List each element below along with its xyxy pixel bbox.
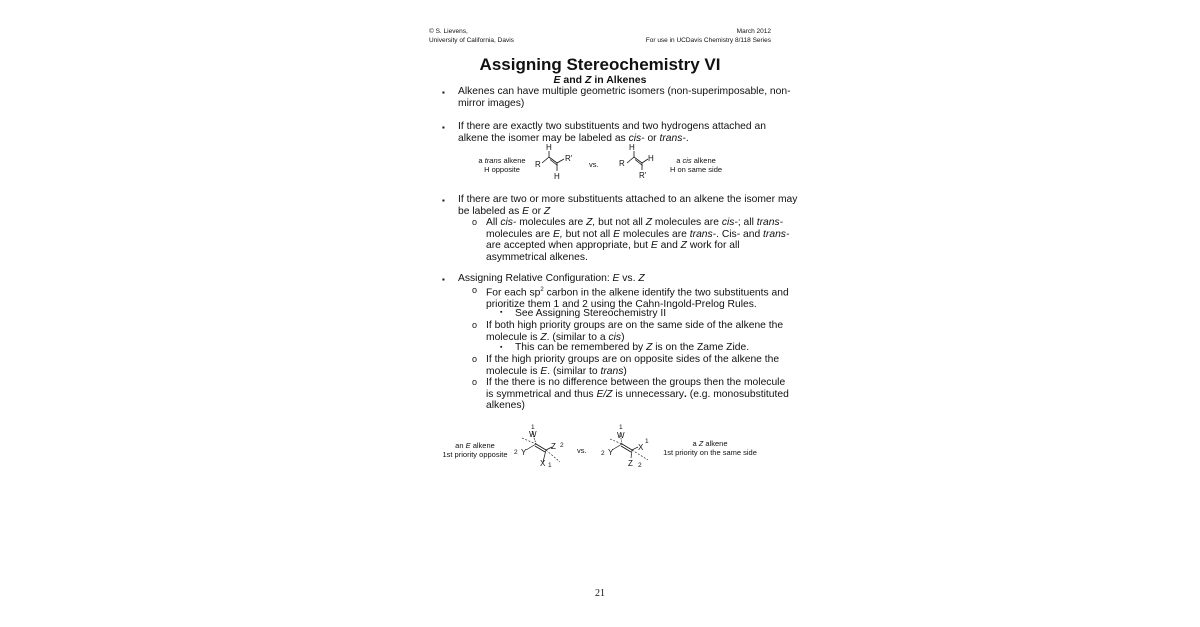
sub-bullet-symmetrical: If the there is no difference between the groups then the molecule is symmetrical and thus E/Z is unnecessary. (e.g. monosubstituted alkenes) — [486, 377, 789, 411]
atom-w: W — [617, 431, 625, 440]
see-assigning-stereochemistry-ii: See Assigning Stereochemistry II — [515, 308, 667, 319]
atom-x: X — [540, 459, 546, 468]
svg-text:2: 2 — [560, 442, 564, 449]
header-left — [429, 28, 514, 45]
date-text: March 2012 — [736, 28, 771, 35]
trans-alkene-caption: a trans alkene H opposite — [478, 156, 526, 174]
atom-z: Z — [628, 459, 633, 468]
svg-text:2: 2 — [514, 449, 518, 456]
sub-bullet-marker: o — [472, 377, 478, 387]
atom-z: Z — [551, 442, 556, 451]
copyright-text: © S. Lievens, — [429, 28, 468, 35]
vs-label: vs. — [589, 160, 599, 169]
b2-line1: If there are exactly two substituents and two hydrogens attached an — [458, 121, 766, 132]
bullet-e-z-labels — [458, 194, 797, 217]
bullet-alkene-isomers — [458, 86, 791, 109]
bullet-relative-configuration: Assigning Relative Configuration: E vs. Z — [458, 273, 645, 284]
atom-h: H — [546, 143, 552, 152]
bullet-marker: ▪ — [442, 275, 445, 284]
b1-line1: Alkenes can have multiple geometric isomers (non-superimposable, non- — [458, 86, 791, 97]
subtitle-z: Z — [585, 74, 592, 86]
bullet-cis-trans — [458, 121, 766, 144]
zame-zide-mnemonic: This can be remembered by Z is on the Zame Zide. — [515, 342, 750, 353]
svg-text:1: 1 — [531, 424, 535, 431]
b2-line2: alkene the isomer may be labeled as cis- or trans-. — [458, 132, 689, 144]
b3-line1: If there are two or more substituents attached to an alkene the isomer may — [458, 194, 798, 205]
atom-y: Y — [608, 448, 614, 457]
z-alkene-caption: a Z alkene 1st priority on the same side — [663, 439, 757, 457]
subtitle-and: and — [563, 74, 583, 86]
e-alkene-caption: an E alkene 1st priority opposite — [442, 441, 508, 459]
svg-text:1: 1 — [645, 438, 649, 445]
z-alkene-structure — [598, 420, 656, 470]
sub-sub-bullet-marker: ▪ — [500, 309, 503, 316]
svg-text:1: 1 — [619, 424, 623, 431]
series-text: For use in UCDavis Chemistry 8/118 Series — [645, 36, 771, 44]
atom-h: H — [629, 143, 635, 152]
university-text: University of California, Davis — [429, 36, 514, 44]
trans-alkene-structure — [532, 143, 578, 181]
subtitle-e: E — [553, 74, 561, 86]
page-title: Assigning Stereochemistry VI — [479, 55, 721, 74]
atom-x: X — [638, 443, 644, 452]
header-right — [646, 28, 771, 45]
svg-text:2: 2 — [601, 450, 605, 457]
atom-r-prime: R' — [565, 154, 573, 163]
b1-line2: mirror images) — [458, 97, 525, 109]
e-alkene-structure — [512, 420, 570, 470]
subtitle-rest: in Alkenes — [594, 74, 647, 86]
sub-bullet-marker: o — [472, 354, 478, 364]
svg-text:1: 1 — [548, 462, 552, 469]
page-subtitle — [0, 74, 1200, 86]
cis-alkene-caption: a cis alkene H on same side — [669, 156, 723, 174]
b3-line2: be labeled as E or Z — [458, 205, 551, 217]
atom-h: H — [554, 172, 560, 181]
page-number: 21 — [595, 588, 605, 599]
atom-w: W — [529, 430, 537, 439]
sub-bullet-prioritize: For each $sp^2$ carbon in the alkene identify the two substituents and prioritize them 1 and 2 using the Cahn-Ingold-Prelog Rules. — [486, 287, 789, 310]
bullet-marker: ▪ — [442, 88, 445, 97]
bullet-marker: ▪ — [442, 123, 445, 132]
sub-bullet-marker: o — [472, 320, 478, 330]
atom-r: R — [535, 160, 541, 169]
sub-bullet-cis-trans-relation: All cis- molecules are Z, but not all Z molecules are cis-; all trans- molecules are E, but not all E molecules are trans-. Cis- and trans- are accepted when appropriate, but E and Z work for all asymmetrical alkenes. — [486, 217, 790, 263]
sub-bullet-z-rule: If both high priority groups are on the same side of the alkene the molecule is Z. (similar to a cis) — [486, 320, 784, 343]
sub-bullet-e-rule: If the high priority groups are on opposite sides of the alkene the molecule is E. (similar to trans) — [486, 354, 780, 377]
svg-text:2: 2 — [638, 462, 642, 469]
sub-bullet-marker: o — [472, 285, 478, 295]
atom-y: Y — [521, 448, 527, 457]
atom-r-prime: R' — [639, 171, 647, 180]
cis-alkene-structure — [617, 143, 663, 181]
atom-r: R — [619, 159, 625, 168]
sub-bullet-marker: o — [472, 217, 478, 227]
bullet-marker: ▪ — [442, 196, 445, 205]
vs-label: vs. — [577, 446, 587, 455]
atom-h: H — [648, 154, 654, 163]
sub-sub-bullet-marker: ▪ — [500, 344, 503, 351]
